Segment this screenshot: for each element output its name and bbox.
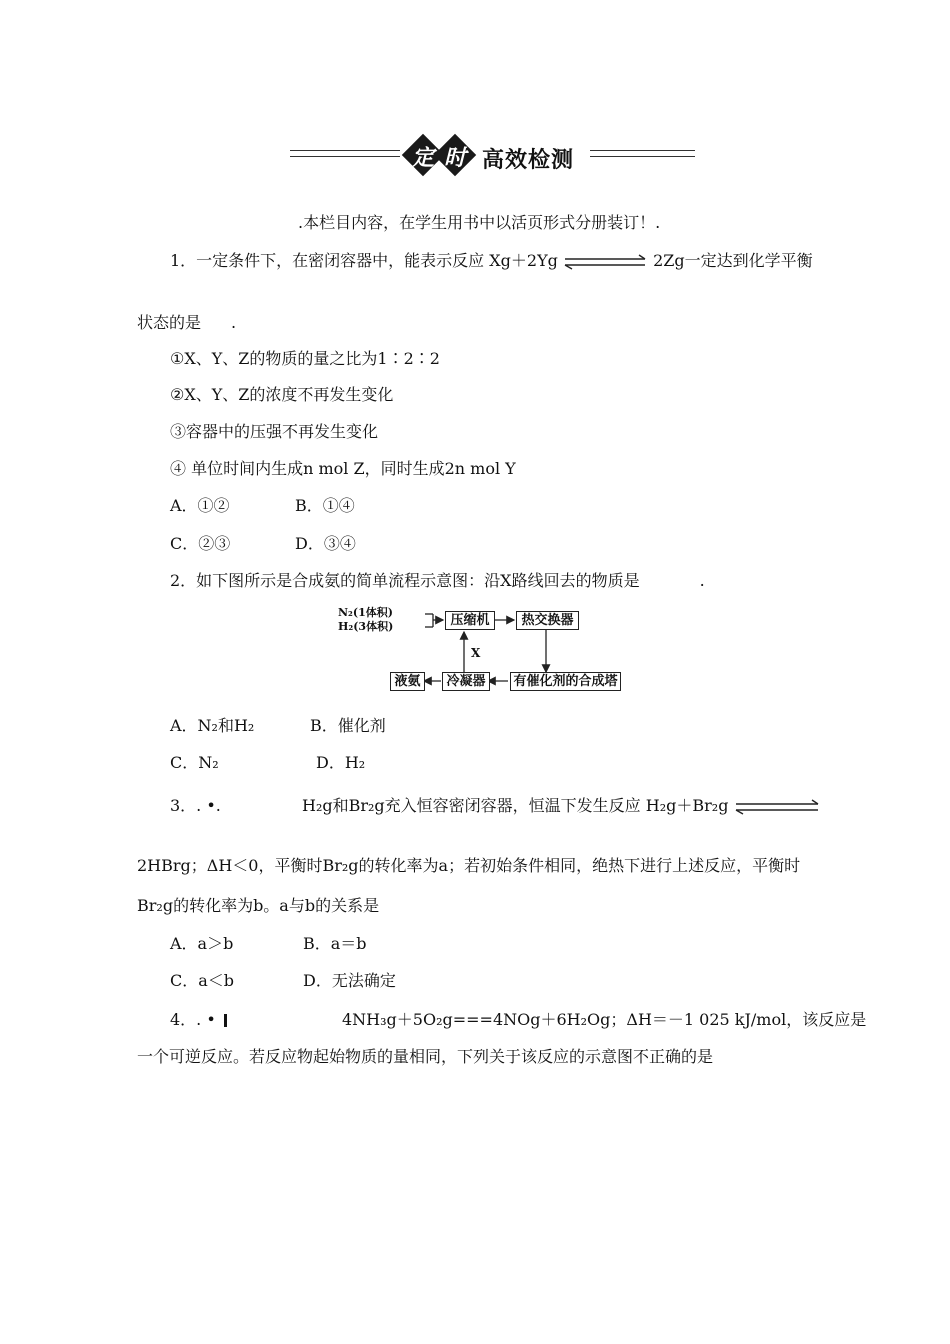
q2-option-b: B．催化剂 [310,716,386,735]
q4-prefix-text: 4．. • [170,1010,216,1029]
q3-stem-c: Br₂g的转化率为b。a与b的关系是 [137,896,380,915]
equilibrium-arrow-icon [563,253,648,271]
page-title: 高效检测 [482,148,575,173]
q3-prefix: 3．. •. [170,796,221,815]
section-title-banner [290,138,695,174]
q2-option-c: C．N₂ [170,753,219,772]
q1-item-4: ④ 单位时间内生成n mol Z，同时生成2n mol Y [170,459,516,478]
q1-item-3: ③容器中的压强不再发生变化 [170,422,379,441]
q1-stem-c-text: 状态的是 [137,313,202,332]
q2-stem-dot: . [699,571,705,590]
q1-option-a: A．①② [170,496,230,515]
equilibrium-arrow-icon [734,798,822,816]
q3-stem-line-1 [302,796,822,816]
q4-bar-mark [224,1014,227,1027]
badge-char-2: 时 [443,145,466,171]
banner-rule-right-bottom [590,156,695,157]
banner-rule-left-bottom [290,156,400,157]
q3-stem-b: 2HBrg；ΔH＜0，平衡时Br₂g的转化率为a；若初始条件相同，绝热下进行上述反应，平衡时 [137,856,801,875]
q1-item-2: ②X、Y、Z的浓度不再发生变化 [170,385,394,404]
banner-rule-left-top [290,150,400,151]
compressor-box: 压缩机 [445,611,495,630]
q1-option-d: D．③④ [295,534,356,553]
q2-stem-text: 2．如下图所示是合成氨的简单流程示意图：沿X路线回去的物质是 [170,571,640,590]
q4-stem-a: 4NH₃g＋5O₂g===4NOg＋6H₂Og；ΔH＝－1 025 kJ/mol，该反应是 [342,1010,867,1029]
x-route-label: X [471,646,481,660]
q3-stem-a: H₂g和Br₂g充入恒容密闭容器，恒温下发生反应 H₂g＋Br₂g [302,796,729,815]
q1-option-b: B．①④ [295,496,355,515]
q2-option-d: D．H₂ [316,753,366,772]
q1-stem-a: 1．一定条件下，在密闭容器中，能表示反应 Xg＋2Yg [170,251,558,270]
badge-char-1: 定 [411,145,434,171]
q3-option-d: D．无法确定 [303,971,396,990]
h2-input-label: H₂(3体积) [338,620,394,633]
q2-option-a: A．N₂和H₂ [170,716,255,735]
q1-item-1: ①X、Y、Z的物质的量之比为1∶2∶2 [170,349,440,368]
liquid-ammonia-box: 液氨 [390,672,425,691]
q1-stem-c [137,313,236,333]
q4-stem-b: 一个可逆反应。若反应物起始物质的量相同，下列关于该反应的示意图不正确的是 [137,1047,714,1066]
q1-stem-b: 2Zg一定达到化学平衡 [653,251,813,270]
n2-input-label: N₂(1体积) [338,606,393,619]
q3-option-a: A．a＞b [170,934,234,953]
q3-option-b: B．a＝b [303,934,367,953]
q1-option-c: C．②③ [170,534,231,553]
condenser-box: 冷凝器 [442,672,490,691]
q1-stem [170,251,813,271]
q4-prefix [170,1010,227,1030]
ammonia-flow-diagram [330,604,630,694]
intro-note: .本栏目内容，在学生用书中以活页形式分册装订！. [298,213,661,232]
banner-rule-right-top [590,150,695,151]
q1-stem-dot: . [231,313,237,332]
q2-stem [170,571,705,591]
heat-exchanger-box: 热交换器 [516,611,579,630]
q3-option-c: C．a＜b [170,971,235,990]
synthesis-tower-box: 有催化剂的合成塔 [510,672,621,691]
